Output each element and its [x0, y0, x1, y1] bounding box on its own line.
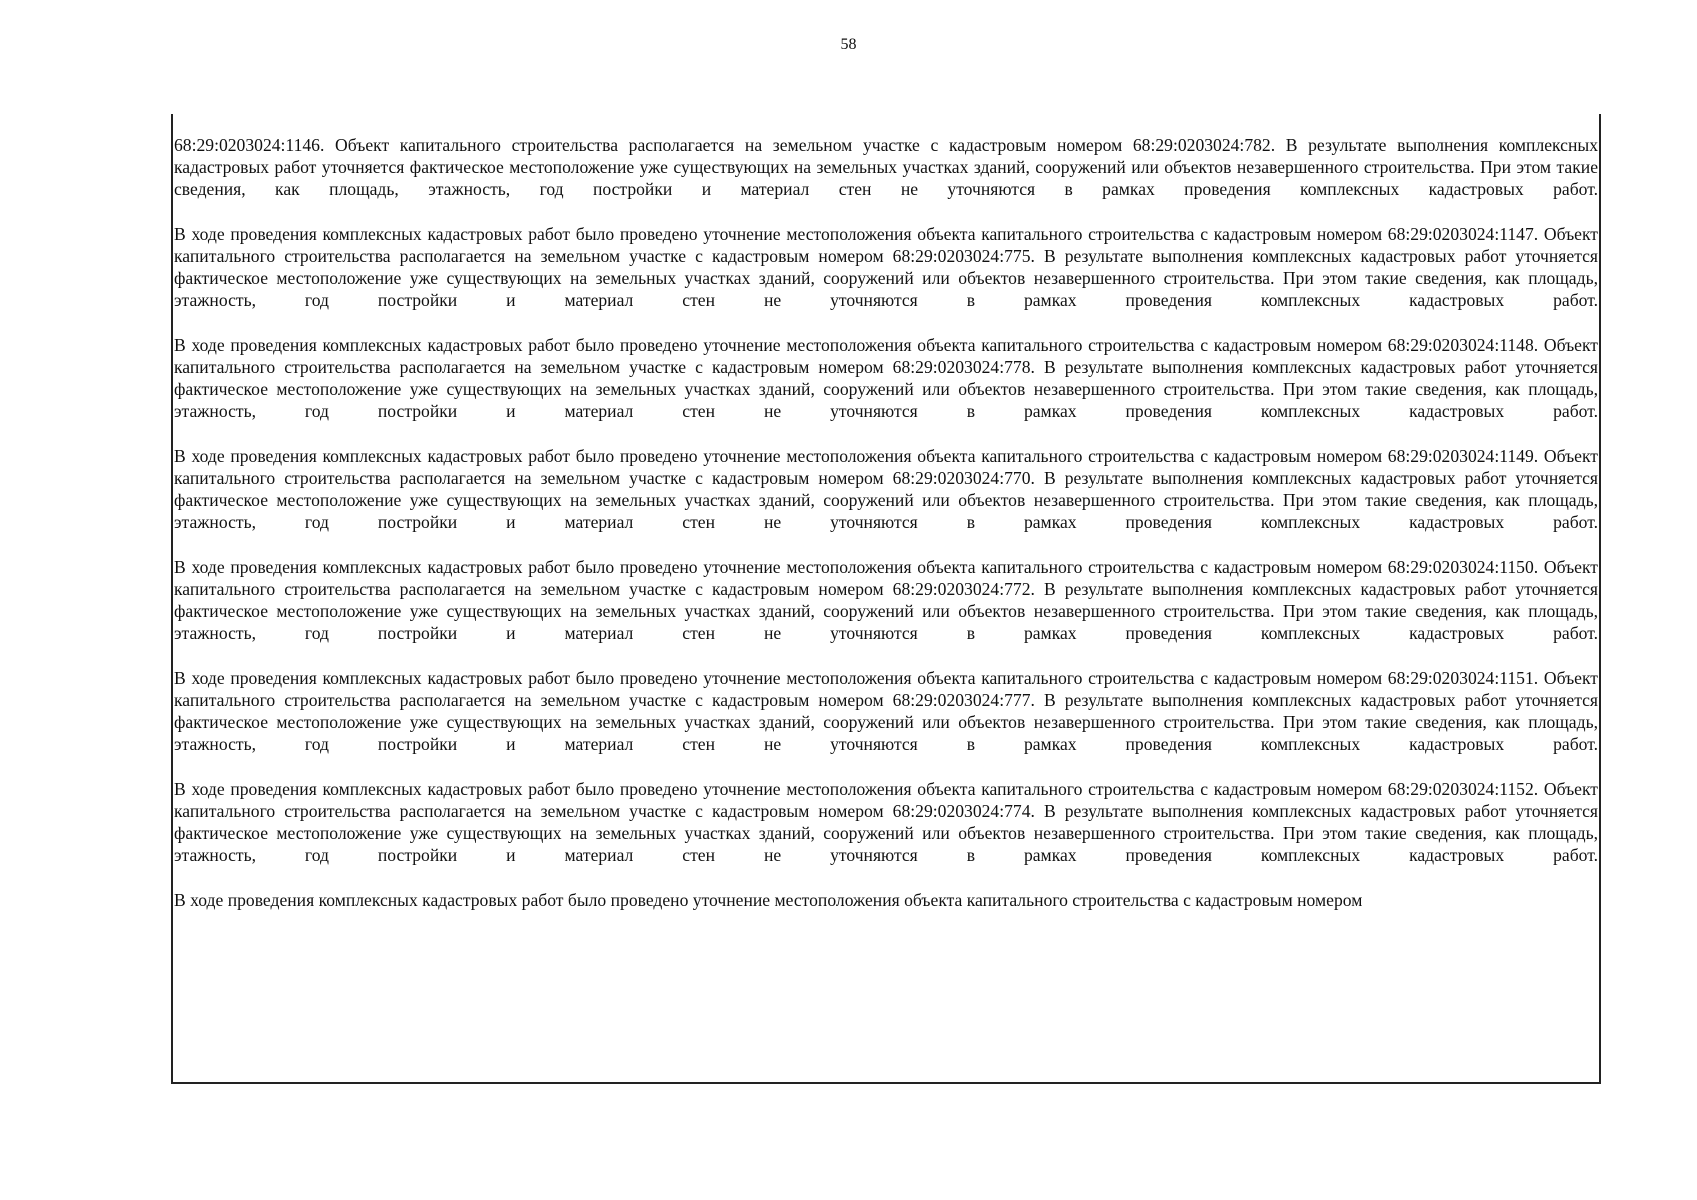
paragraph-6: В ходе проведения комплексных кадастровых работ было проведено уточнение местоположения объекта капитального строительства с кадастровым номером 68:29:0203024:1151. Объект капитального строительства располагается на земельном участке с кадастровым номером 68:29:0203024:777. В результате выполнения комплексных кадастровых работ уточняется фактическое местоположение уже существующих на земельных участках зданий, сооружений или объектов незавершенного строительства. При этом такие сведения, как площадь, этажность, год постройки и материал стен не уточняются в рамках проведения комплексных кадастровых работ.: [174, 667, 1598, 755]
document-body: [174, 134, 1598, 911]
paragraph-7: В ходе проведения комплексных кадастровых работ было проведено уточнение местоположения объекта капитального строительства с кадастровым номером 68:29:0203024:1152. Объект капитального строительства располагается на земельном участке с кадастровым номером 68:29:0203024:774. В результате выполнения комплексных кадастровых работ уточняется фактическое местоположение уже существующих на земельных участках зданий, сооружений или объектов незавершенного строительства. При этом такие сведения, как площадь, этажность, год постройки и материал стен не уточняются в рамках проведения комплексных кадастровых работ.: [174, 778, 1598, 866]
paragraph-3: В ходе проведения комплексных кадастровых работ было проведено уточнение местоположения объекта капитального строительства с кадастровым номером 68:29:0203024:1148. Объект капитального строительства располагается на земельном участке с кадастровым номером 68:29:0203024:778. В результате выполнения комплексных кадастровых работ уточняется фактическое местоположение уже существующих на земельных участках зданий, сооружений или объектов незавершенного строительства. При этом такие сведения, как площадь, этажность, год постройки и материал стен не уточняются в рамках проведения комплексных кадастровых работ.: [174, 334, 1598, 422]
page-number: 58: [840, 36, 857, 53]
paragraph-1: 68:29:0203024:1146. Объект капитального строительства располагается на земельном участке с кадастровым номером 68:29:0203024:782. В результате выполнения комплексных кадастровых работ уточняется фактическое местоположение уже существующих на земельных участках зданий, сооружений или объектов незавершенного строительства. При этом такие сведения, как площадь, этажность, год постройки и материал стен не уточняются в рамках проведения комплексных кадастровых работ.: [174, 135, 1598, 200]
paragraph-8: В ходе проведения комплексных кадастровых работ было проведено уточнение местоположения объекта капитального строительства с кадастровым номером: [174, 889, 1363, 910]
paragraph-4: В ходе проведения комплексных кадастровых работ было проведено уточнение местоположения объекта капитального строительства с кадастровым номером 68:29:0203024:1149. Объект капитального строительства располагается на земельном участке с кадастровым номером 68:29:0203024:770. В результате выполнения комплексных кадастровых работ уточняется фактическое местоположение уже существующих на земельных участках зданий, сооружений или объектов незавершенного строительства. При этом такие сведения, как площадь, этажность, год постройки и материал стен не уточняются в рамках проведения комплексных кадастровых работ.: [174, 445, 1598, 533]
paragraph-5: В ходе проведения комплексных кадастровых работ было проведено уточнение местоположения объекта капитального строительства с кадастровым номером 68:29:0203024:1150. Объект капитального строительства располагается на земельном участке с кадастровым номером 68:29:0203024:772. В результате выполнения комплексных кадастровых работ уточняется фактическое местоположение уже существующих на земельных участках зданий, сооружений или объектов незавершенного строительства. При этом такие сведения, как площадь, этажность, год постройки и материал стен не уточняются в рамках проведения комплексных кадастровых работ.: [174, 556, 1598, 644]
paragraph-2: В ходе проведения комплексных кадастровых работ было проведено уточнение местоположения объекта капитального строительства с кадастровым номером 68:29:0203024:1147. Объект капитального строительства располагается на земельном участке с кадастровым номером 68:29:0203024:775. В результате выполнения комплексных кадастровых работ уточняется фактическое местоположение уже существующих на земельных участках зданий, сооружений или объектов незавершенного строительства. При этом такие сведения, как площадь, этажность, год постройки и материал стен не уточняются в рамках проведения комплексных кадастровых работ.: [174, 223, 1598, 311]
